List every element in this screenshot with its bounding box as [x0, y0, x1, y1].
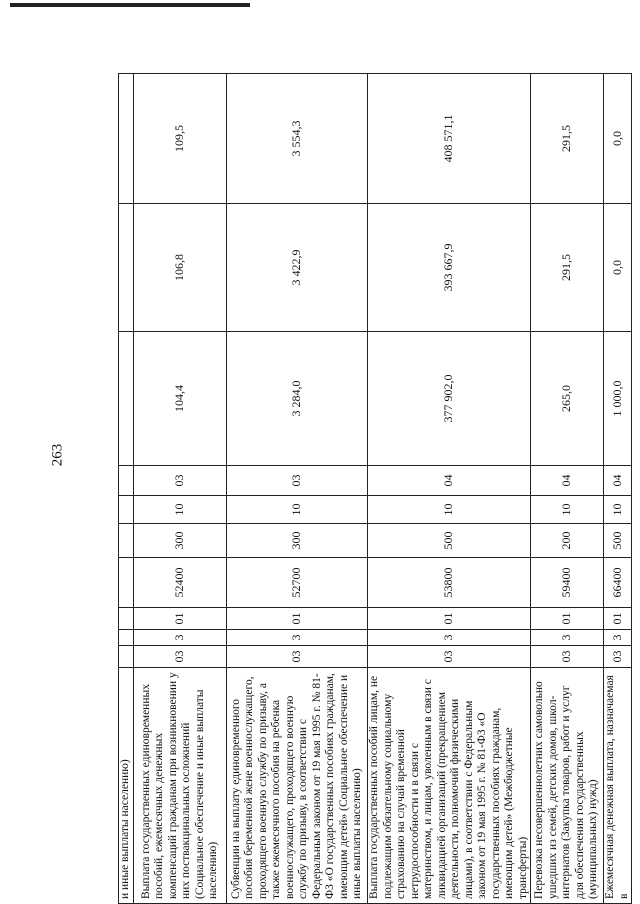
code-subsection: 04: [604, 466, 632, 496]
code-subsection: 04: [368, 466, 531, 496]
row-description: Перевозка несовершеннолетних самовольно ушедших из семей, детских домов, школ-интернатов (Закупка товаров, работ и услуг для обеспечения государственных (муниципальных) нужд): [531, 668, 604, 904]
code-expense-type: 300: [134, 524, 227, 558]
table-cell: [119, 524, 134, 558]
code-direction: 52400: [134, 558, 227, 608]
table-cell: [119, 74, 134, 204]
amount-year-1: 377 902,0: [368, 332, 531, 466]
top-rule: [10, 3, 250, 7]
amount-year-2: 106,8: [134, 204, 227, 332]
code-subsection: 03: [134, 466, 227, 496]
code-subsection: 04: [531, 466, 604, 496]
table-row: [604, 74, 632, 904]
code-expense-type: 300: [227, 524, 368, 558]
row-description: Ежемесячная денежная выплата, назначаемая в: [604, 668, 632, 904]
code-direction: 53800: [368, 558, 531, 608]
code-main-event: 01: [531, 608, 604, 630]
code-direction: 59400: [531, 558, 604, 608]
table-cell: [119, 466, 134, 496]
amount-year-2: 291,5: [531, 204, 604, 332]
code-program: 03: [531, 646, 604, 668]
code-subprogram: 3: [604, 630, 632, 646]
amount-year-2: 3 422,9: [227, 204, 368, 332]
code-subprogram: 3: [531, 630, 604, 646]
amount-year-3: 408 571,1: [368, 74, 531, 204]
code-subprogram: 3: [227, 630, 368, 646]
code-section: 10: [368, 496, 531, 524]
amount-year-3: 0,0: [604, 74, 632, 204]
code-main-event: 01: [368, 608, 531, 630]
code-subsection: 03: [227, 466, 368, 496]
amount-year-3: 3 554,3: [227, 74, 368, 204]
code-program: 03: [368, 646, 531, 668]
amount-year-1: 265,0: [531, 332, 604, 466]
header-text: и иные выплаты населению): [119, 668, 134, 904]
amount-year-1: 104,4: [134, 332, 227, 466]
table-cell: [119, 496, 134, 524]
code-expense-type: 200: [531, 524, 604, 558]
code-main-event: 01: [134, 608, 227, 630]
code-program: 03: [227, 646, 368, 668]
amount-year-3: 109,5: [134, 74, 227, 204]
amount-year-1: 1 000,0: [604, 332, 632, 466]
code-subprogram: 3: [368, 630, 531, 646]
code-subprogram: 3: [134, 630, 227, 646]
table-cell: [119, 630, 134, 646]
table-row: [119, 74, 134, 904]
table-row: [134, 74, 227, 904]
amount-year-1: 3 284,0: [227, 332, 368, 466]
budget-table: [118, 73, 632, 904]
table-cell: [119, 646, 134, 668]
amount-year-3: 291,5: [531, 74, 604, 204]
amount-year-2: 393 667,9: [368, 204, 531, 332]
code-section: 10: [531, 496, 604, 524]
row-description: Выплата государственных единовременных пособий, ежемесячных денежных компенсаций гражданам при возникновении у них поствакцинальных осложнений (Социальное обеспечение и иные выплаты населению): [134, 668, 227, 904]
table-cell: [119, 558, 134, 608]
row-description: Выплата государственных пособий лицам, не подлежащим обязательному социальному страхованию на случай временной нетрудоспособности и в связи с материнством, и лицам, уволенным в связи с ликвидацией организаций (прекращением деятельности, полномочий физическими лицами), в соответствии с Федеральным законом от 19 мая 1995 г. № 81-ФЗ «О государственных пособиях гражданам, имеющим детей» (Межбюджетные трансферты): [368, 668, 531, 904]
code-direction: 66400: [604, 558, 632, 608]
code-expense-type: 500: [368, 524, 531, 558]
page-number: 263: [49, 443, 66, 467]
code-main-event: 01: [604, 608, 632, 630]
code-expense-type: 500: [604, 524, 632, 558]
code-section: 10: [604, 496, 632, 524]
code-program: 03: [604, 646, 632, 668]
code-section: 10: [227, 496, 368, 524]
row-description: Субвенции на выплату единовременного пособия беременной жене военнослужащего, проходящего военную службу по призыву, а также ежемесячного пособия на ребенка военнослужащего, проходящего военную службу по призыву, в соответствии с Федеральным законом от 19 мая 1995 г. № 81-ФЗ «О государственных пособиях гражданам, имеющим детей» (Социальное обеспечение и иные выплаты населению): [227, 668, 368, 904]
table-cell: [119, 608, 134, 630]
table-row: [531, 74, 604, 904]
table-cell: [119, 332, 134, 466]
table-row: [227, 74, 368, 904]
code-main-event: 01: [227, 608, 368, 630]
rotated-page: [0, 62, 640, 904]
code-section: 10: [134, 496, 227, 524]
amount-year-2: 0,0: [604, 204, 632, 332]
table-wrap: [0, 62, 640, 904]
table-row: [368, 74, 531, 904]
code-program: 03: [134, 646, 227, 668]
code-direction: 52700: [227, 558, 368, 608]
table-cell: [119, 204, 134, 332]
